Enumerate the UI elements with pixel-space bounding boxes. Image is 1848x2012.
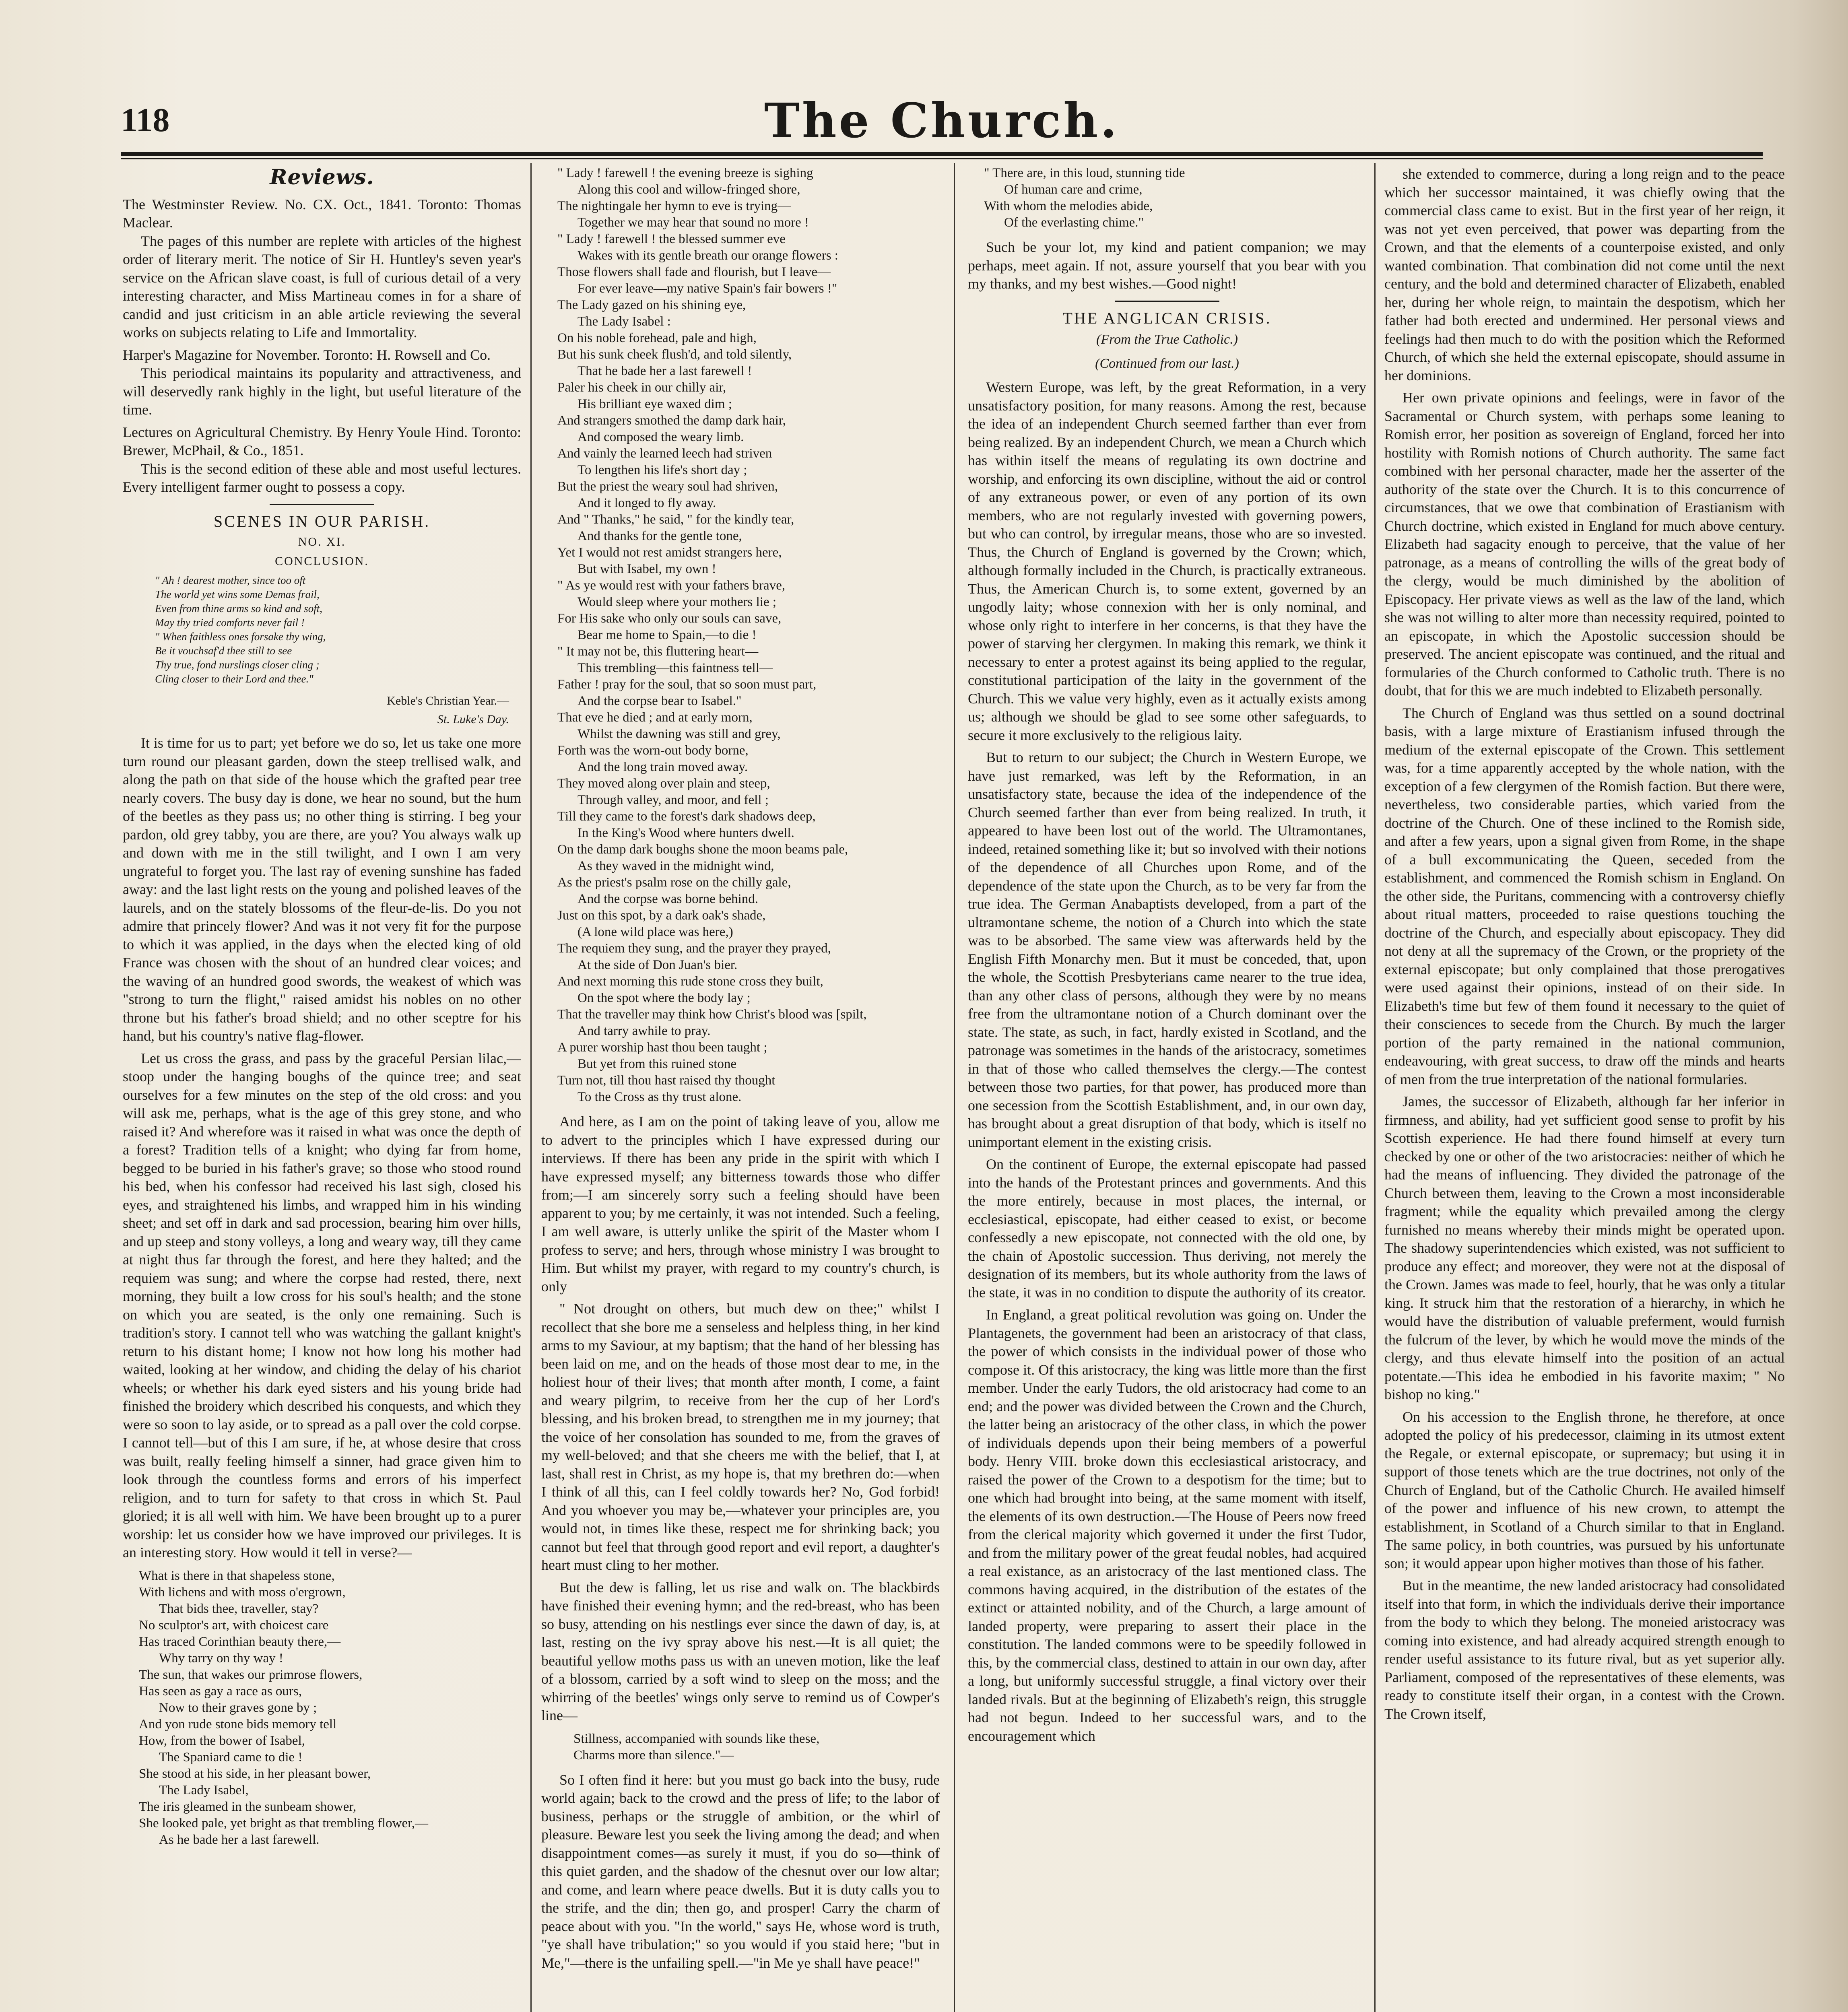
epigraph-line: Cling closer to their Lord and thee." [155, 673, 314, 685]
poem-line: The Spaniard came to die ! [159, 1750, 303, 1765]
poem-line: And strangers smothed the damp dark hair, [557, 413, 786, 428]
article-paragraph: So I often find it here: but you must go back into the busy, rude world again; back to the crowd and the press of life; to the labor of business, perhaps or the struggle of ambition, or the whirl of pleasure. Beware lest you seek the living among the dead; and when disappointment comes—as surely it must, if you do so—think of this quiet garden, and the shadow of the chesnut over our low altar; and come, and learn where peace dwells. But it is duty calls you to the strife, and the din; then go, and prosper! Carry the charm of peace about with you. "In the world," says He, whose word is truth, "ye shall have tribulation;" so you would if you staid here; "but in Me,"—there is the unfailing spell.—"in Me ye shall have peace!" [541, 1771, 940, 1971]
poem-line: Has traced Corinthian beauty there,— [139, 1634, 341, 1649]
article-body [1384, 165, 1785, 1723]
quote [573, 1731, 940, 1764]
masthead-title: The Church. [764, 93, 1120, 148]
header-rule [121, 152, 1763, 156]
poem-line: Of human care and crime, [1004, 182, 1143, 197]
poem-line: As he bade her a last farewell. [159, 1832, 320, 1847]
poem-line: That bids thee, traveller, stay? [159, 1601, 319, 1616]
poem-line: For ever leave—my native Spain's fair bowers !" [578, 281, 837, 296]
poem-line: With whom the melodies abide, [984, 199, 1153, 213]
review-title: Lectures on Agricultural Chemistry. By Henry Youle Hind. Toronto: Brewer, McPhail, & Co., 1851. [123, 424, 521, 458]
column-3 [968, 165, 1366, 2012]
article-paragraph: And here, as I am on the point of taking leave of you, allow me to advert to the principles which I have expressed during our interviews. If there has been any pride in the spirit with which I have expressed myself; any bitterness towards those who differ from;—I am sincerely sorry such a feeling should have been apparent to you; by me certainly, it was not intended. Such a feeling, I am well aware, is utterly unlike the spirit of the Master whom I profess to serve; and hers, through whose ministry I was brought to Him. But whilst my prayer, with regard to my country's church, is only [541, 1113, 940, 1295]
poem-line: Just on this spot, by a dark oak's shade, [557, 908, 766, 923]
poem-line: No sculptor's art, with choicest care [139, 1618, 329, 1633]
poem-line: But his sunk cheek flush'd, and told silently, [557, 347, 792, 362]
poem-line: Those flowers shall fade and flourish, but I leave— [557, 265, 831, 279]
article-paragraph: On the continent of Europe, the external episcopate had passed into the hands of the Protestant princes and governments. And this the more entirely, because in most places, the internal, or ecclesiastical, episcopate, had either ceased to exist, or become confessedly a new episcopate, not connected with the old one, by the chain of Apostolic succession. Thus deriving, not merely the designation of its members, but its whole authority from the laws of the state, it was in no condition to dispute the authority of its creator. [968, 1156, 1366, 1301]
poem-line: " There are, in this loud, stunning tide [984, 166, 1185, 180]
poem-line: " As ye would rest with your fathers brave, [557, 578, 786, 593]
poem-line: Of the everlasting chime." [1004, 215, 1144, 230]
poem-line: Yet I would not rest amidst strangers here, [557, 545, 782, 560]
poem [984, 165, 1366, 231]
epigraph-line: The world yet wins some Demas frail, [155, 588, 320, 600]
poem-line: The Lady Isabel : [578, 314, 671, 329]
article-body [123, 734, 521, 1562]
article-paragraph: But in the meantime, the new landed aristocracy had consolidated itself into that form, in which the individuals derive their importance from the body to which they belong. The moneied aristocracy was coming into existence, and had already acquired strength enough to render useful assistance to its future rival, but as yet superior ally. Parliament, composed of the representatives of these elements, was ready to constitute itself their organ, in a contest with the Crown. The Crown itself, [1384, 1577, 1785, 1722]
poem-line: Whilst the dawning was still and grey, [578, 727, 781, 741]
article-paragraph: But the dew is falling, let us rise and walk on. The blackbirds have finished their evening hymn; and the red-breast, who has been so busy, attending on his nestlings ever since the dawn of day, is, at last, resting on the ivy spray above his nest.—It is all quiet; the beautiful yellow moths pass us with an uneven motion, like the leaf of a blossom, carried by a soft wind to sleep on the moss; and the whirring of the beetles' wings only serve to remind us of Cowper's line— [541, 1579, 940, 1723]
article-paragraph: James, the successor of Elizabeth, although far her inferior in firmness, and ability, had yet sufficient good sense to profit by his Scottish experience. He had there found himself at every turn checked by one or other of the two aristocracies: neither of which he had the means of influencing. They divided the patronage of the Church between them, leaving to the Crown a most inconsiderable fragment; while the equality which prevailed among the clergy furnished no means whereby their minds might be operated upon. The shadowy superintendencies which existed, was not sufficient to produce any effect; and moreover, they were not at the disposal of the Crown. James was made to feel, hourly, that he was only a titular king. It struck him that the restoration of a hierarchy, in which he would have the distribution of valuable preferment, would furnish the fulcrum of the lever, by which he would move the minds of the clergy, and thus elevate himself into the position of an actual potentate.—This idea he embodied in his favorite maxim; " No bishop no king." [1384, 1093, 1785, 1402]
poem-line: What is there in that shapeless stone, [139, 1568, 335, 1583]
poem-line: That eve he died ; and at early morn, [557, 710, 753, 725]
article-paragraph: The Church of England was thus settled on a sound doctrinal basis, with a large mixture of Erastianism infused through the medium of the external episcopate of the Crown. This settlement was, for a time apparently accepted by the whole nation, with the exception of a few clergymen of the Romish faction. But there were, nevertheless, two considerable parties, which varied from the doctrine of the Church. One of these inclined to the Romish side, and after a few years, upon a signal given from Rome, in the shape of a bull excommunicating the Queen, seceded from the establishment, and commenced the Romish schism in England. On the other side, the Puritans, commencing with a controversy chiefly about ritual matters, proceeded to raise questions touching the doctrine of the Church, and especially about episcopacy. They did not deny at all the supremacy of the Crown, or the propriety of the external episcopate; but only complained that those prerogatives were used against their opinions, instead of on their side. In Elizabeth's time but few of them found it necessary to the quiet of their consciences to secede from the Church. By much the larger portion of the party remained in the national communion, endeavouring, with great success, to draw off the minds and hearts of men from the true interpretation of the national formularies. [1384, 705, 1785, 1087]
poem-line: Till they came to the forest's dark shadows deep, [557, 809, 816, 824]
article-subtitle: CONCLUSION. [275, 554, 369, 568]
column-1 [123, 165, 521, 2012]
column-divider [530, 163, 532, 2012]
review-body: This periodical maintains its popularity and attractiveness, and will deservedly rank highly in the light, but useful literature of the time. [123, 365, 521, 418]
page-number: 118 [121, 101, 170, 139]
column-2 [541, 165, 940, 2012]
poem-line: (A lone wild place was here,) [578, 925, 733, 939]
epigraph-source-line: St. Luke's Day. [437, 712, 509, 726]
article-number: NO. XI. [298, 535, 346, 548]
epigraph-source-line: Keble's Christian Year.— [387, 694, 509, 707]
poem-line: And " Thanks," he said, " for the kindly tear, [557, 512, 794, 527]
poem-line: Forth was the worn-out body borne, [557, 743, 749, 758]
section-title-reviews: Reviews. [270, 165, 374, 190]
poem-line: How, from the bower of Isabel, [139, 1733, 305, 1748]
poem-line: That the traveller may think how Christ's blood was [spilt, [557, 1007, 867, 1022]
article-paragraph: On his accession to the English throne, he therefore, at once adopted the policy of his predecessor, claiming in its utmost extent the Regale, or external episcopate, or supremacy; but using it in support of those tenets which are the true doctrines, not only of the Church of England, but of the Catholic Church. He availed himself of the power and influence of his new crown, to attempt the establishment, in Scotland of a Church similar to that in England. The same policy, in both countries, was pursued by his unfortunate son; it would appear upon higher motives than those of his father. [1384, 1408, 1785, 1571]
review-title: Harper's Magazine for November. Toronto: H. Rowsell and Co. [123, 346, 491, 363]
poem-line: Together we may hear that sound no more ! [578, 215, 809, 230]
article-body [968, 378, 1366, 1745]
poem-line: On the damp dark boughs shone the moon beams pale, [557, 842, 848, 857]
poem-line: Turn not, till thou hast raised thy thought [557, 1073, 776, 1088]
review-body: This is the second edition of these able and most useful lectures. Every intelligent farmer ought to possess a copy. [123, 460, 521, 495]
epigraph [155, 573, 521, 686]
column-divider [954, 163, 955, 2012]
poem-line: Why tarry on thy way ! [159, 1651, 283, 1666]
poem-line: His brilliant eye waxed dim ; [578, 397, 732, 411]
poem-line: On his noble forehead, pale and high, [557, 331, 757, 345]
article-paragraph: she extended to commerce, during a long reign and to the peace which her successor maintained, it was chiefly owing that the commercial class came to exist. But in the first year of her reign, it was not yet even perceived, that power was departing from the Crown, and that the elements of a counterpoise existed, and only wanted combination. That combination did not come until the next century, and the bold and determined character of Elizabeth, enabled her, during her whole reign, to maintain the despotism, which her father had both erected and undermined. Her personal views and feelings had then much to do with the position which the Reformed Church, of which she held the external episcopate, should assume in her dominions. [1384, 166, 1785, 383]
poem-line: At the side of Don Juan's bier. [578, 958, 738, 972]
poem-line: And thanks for the gentle tone, [578, 529, 742, 543]
poem-line: The iris gleamed in the sunbeam shower, [139, 1799, 357, 1814]
epigraph-line: " Ah ! dearest mother, since too oft [155, 574, 306, 586]
epigraph-source [123, 692, 509, 728]
column-4 [1384, 165, 1785, 2012]
poem-line: But the priest the weary soul had shriven, [557, 479, 778, 494]
poem-line: And the long train moved away. [578, 760, 748, 774]
poem-line: In the King's Wood where hunters dwell. [578, 826, 794, 840]
poem-line: Wakes with its gentle breath our orange flowers : [578, 248, 838, 263]
poem-line: To lengthen his life's short day ; [578, 463, 747, 477]
poem-line: A purer worship hast thou been taught ; [557, 1040, 767, 1055]
poem-line: And composed the weary limb. [578, 430, 744, 444]
review-body: The pages of this number are replete with articles of the highest order of literary merit. The notice of Sir H. Huntley's seven year's service on the African slave coast, is full of curious detail of a very interesting character, and Miss Martineau comes in for a share of candid and just criticism in an able article reviewing the several works on subjects relating to Life and Immortality. [123, 233, 521, 340]
poem-line: Now to their graves gone by ; [159, 1700, 317, 1715]
epigraph-line: Even from thine arms so kind and soft, [155, 602, 322, 614]
page-header [121, 93, 1763, 153]
poem-line: The requiem they sung, and the prayer they prayed, [557, 941, 831, 956]
poem-line: But yet from this ruined stone [578, 1057, 737, 1071]
article-title-crisis: THE ANGLICAN CRISIS. [1062, 309, 1272, 327]
epigraph-line: Thy true, fond nurslings closer cling ; [155, 659, 320, 671]
poem-line: As they waved in the midnight wind, [578, 859, 774, 873]
article-paragraph: " Not drought on others, but much dew on thee;" whilst I recollect that she bore me a senseless and helpless thing, in her kind arms to my Saviour, at my baptism; that the hand of her blessing has been laid on me, and on the heads of those most dear to me, in the holiest hour of their lives; that month after month, I come, a faint and weary pilgrim, to receive from her the cup of her Lord's blessing, and his broken bread, to strengthen me in my journey; that the voice of her consolation has sounded to me, from the graves of my well-beloved; and that she cheers me with the belief, that I, at last, shall rest in Christ, as my hope is, that my brethren do:—when I think of all this, can I feel coldly towards her? No, God forbid! And you whoever you may be,—whatever your principles are, you would not, in times like these, respect me for shrinking back; you cannot but feel that through good report and evil report, a daughter's heart must cling to her mother. [541, 1301, 940, 1573]
poem-line: The Lady Isabel, [159, 1783, 249, 1798]
poem-line: " Lady ! farewell ! the blessed summer eve [557, 232, 786, 246]
poem [557, 165, 940, 1105]
poem-line: Along this cool and willow-fringed shore, [578, 182, 800, 197]
poem-line: And the corpse was borne behind. [578, 892, 759, 906]
poem-line: And the corpse bear to Isabel." [578, 694, 742, 708]
poem-line: They moved along over plain and steep, [557, 776, 770, 791]
poem [139, 1568, 521, 1848]
epigraph-line: " When faithless ones forsake thy wing, [155, 631, 326, 643]
poem-line: Would sleep where your mothers lie ; [578, 595, 777, 609]
poem-line: For His sake who only our souls can save, [557, 611, 782, 626]
poem-line: " Lady ! farewell ! the evening breeze is sighing [557, 166, 813, 180]
poem-line: And vainly the learned leech had striven [557, 446, 772, 461]
closing-paragraph: Such be your lot, my kind and patient companion; we may perhaps, meet again. If not, assure yourself that you bear with you my thanks, and my best wishes.—Good night! [968, 239, 1366, 292]
poem-line: And tarry awhile to pray. [578, 1024, 711, 1038]
poem-line: Father ! pray for the soul, that so soon must part, [557, 677, 817, 692]
column-divider [1374, 163, 1376, 2012]
article-body [541, 1113, 940, 1725]
article-paragraph: Her own private opinions and feelings, were in favor of the Sacramental or Church system, with perhaps some leaning to Romish error, her position as sovereign of England, forced her into hostility with Romish notions of Church authority. The same fact combined with her personal character, made her the asserter of the authority of the state over the Church. It is to this concurrence of circumstances, that we owe that combination of Erastianism with Church doctrine, which existed in England for much above century. Elizabeth had sagacity enough to perceive, that the value of her patronage, as a means of controlling the wills of the great body of the clergy, would be much diminished by the abolition of Episcopacy. Her private views as well as the law of the land, which she was not willing to alter more than necessity required, pointed to an episcopate, in which the Apostolic succession should be preserved. The ancient episcopate was continued, and the ritual and formularies of the Church conformed to Catholic truth. There is no doubt, that for this we are much indebted to Elizabeth personally. [1384, 390, 1785, 699]
epigraph-line: Be it vouchsaf'd thee still to see [155, 645, 292, 657]
article-paragraph: But to return to our subject; the Church in Western Europe, we have just remarked, was left by the Reformation, in an unsatisfactory state, because the idea of the independence of the Church seemed farther than ever from being realized. In truth, it appeared to have been lost out of the world. The Ultramontanes, indeed, retained something like it; but so involved with their notions of the dependence of all Churches upon Rome, and of the dependence of the state upon the Church, as to be very far from the true idea. The German Anabaptists developed, from a part of the ultramontane scheme, the notion of a Church into which the state was to be absorbed. The same view was afterwards held by the English Fifth Monarchy men. But it must be conceded, that, upon the whole, the Scottish Presbyterians came nearer to the true idea, than any other class of persons, although they were by no means free from the ultramontane notion of a Church dominant over the state. The state, as such, in fact, hardly existed in Scotland, and the patronage was sometimes in the hands of the aristocracy, sometimes in that of those who called themselves the clergy.—The contest between those two parties, for that power, has produced more than one secession from the Scottish Establishment, and, in our own day, has brought about a great disruption of that body, which is itself no unimportant element in the existing crisis. [968, 749, 1366, 1150]
article-source: (From the True Catholic.) [1096, 332, 1238, 347]
article-paragraph: In England, a great political revolution was going on. Under the Plantagenets, the government had been an aristocracy of that class, the power of which consists in the individual power of those who compose it. Of this aristocracy, the king was little more than the first member. Under the early Tudors, the old aristocracy had come to an end; and the power was divided between the Crown and the Church, the latter being an aristocracy of the other class, in which the power of individuals depends upon their being members of a powerful body. Henry VIII. broke down this ecclesiastical aristocracy, and raised the power of the Crown to a despotism for the time; but to one which had brought into being, at the same moment with itself, the elements of its own destruction.—The House of Peers now freed from the clerical majority which governed it under the first Tudor, and from the military power of the great feudal nobles, had acquired a real existance, as an aristocracy of the last mentioned class. The commons having acquired, in the distribution of the estates of the extinct or attainted nobility, and of the Church, a large amount of landed property, were preparing to assert their place in the constitution. The landed commons were to be speedily followed in this, by the commercial class, destined to attain in our own day, after a long, but uniformly successful struggle, a final victory over their landed rivals. But at the beginning of Elizabeth's reign, this struggle had not begun. Indeed to her successful wars, and to the encouragement which [968, 1307, 1366, 1744]
review-title: The Westminster Review. No. CX. Oct., 1841. Toronto: Thomas Maclear. [123, 196, 521, 231]
poem-line: Through valley, and moor, and fell ; [578, 793, 769, 807]
poem-line: The sun, that wakes our primrose flowers, [139, 1667, 363, 1682]
poem-line: That he bade her a last farewell ! [578, 364, 752, 378]
poem-line: The nightingale her hymn to eve is trying— [557, 199, 791, 213]
poem-line: The Lady gazed on his shining eye, [557, 298, 746, 312]
continued-note: (Continued from our last.) [1095, 356, 1239, 371]
divider-rule [270, 504, 374, 505]
article-paragraph: Let us cross the grass, and pass by the graceful Persian lilac,—stoop under the hanging boughs of the quince tree; and seat ourselves for a few minutes on the step of the old cross: and you will ask me, perhaps, what is the age of this grey stone, and who raised it? And wherefore was it raised in what was once the depth of a forest? Tradition tells of a knight; who dying far from home, begged to be buried in his father's grave; so those who stood round his bed, when his confessor had received his last sigh, closed his eyes, and straightened his limbs, and wrapped him in his winding sheet; and set off in dark and sad procession, bearing him over hills, and up steep and stony volleys, a long and weary way, till they came at night thus far through the forest, and here they halted; and the requiem was sung; and where the corpse had rested, there, next morning, they built a low cross for his soul's health; and the stone on which you are seated, is the only one remaining. Such is tradition's story. I cannot tell who was watching the gallant knight's return to his distant home; I know not how long his mother had waited, looking at her window, and chiding the delay of his chariot wheels; or whether his dark eyed sisters and his young bride had finished the broidery which described his conquests, and which they were so soon to lay aside, or to spread as a pall over the cold corpse. I cannot tell—but of this I am sure, if he, at whose desire that cross was built, really feeling himself a sinner, had grace given him to look through the countless forms and errors of his imperfect religion, and to turn for safety to that cross in which St. Paul gloried; it is all well with him. We have been brought up to a purer worship: let us consider how we have improved our privileges. It is an interesting story. How would it tell in verse?— [123, 1050, 521, 1561]
poem-line: On the spot where the body lay ; [578, 991, 751, 1005]
poem-line: She stood at his side, in her pleasant bower, [139, 1766, 371, 1781]
divider-rule [1115, 301, 1219, 302]
poem-line: And next morning this rude stone cross they built, [557, 974, 823, 989]
poem-line: " It may not be, this fluttering heart— [557, 644, 759, 659]
poem-line: As the priest's psalm rose on the chilly gale, [557, 875, 791, 890]
poem-line: But with Isabel, my own ! [578, 562, 716, 576]
article-paragraph: Western Europe, was left, by the great Reformation, in a very unsatisfactory position, for many reasons. Among the rest, because the idea of an independent Church seemed farther than ever from being realized. By an independent Church, we mean a Church which has within itself the means of regulating its own doctrine and worship, and enforcing its own discipline, without the aid or control of any extraneous power, or even of any portion of its own members, who are not regularly invested with governing powers, but who can control, by irregular means, those who are so invested. Thus, the Church of England is governed by the Crown; which, although formally included in the Church, is practically extraneous. Thus, the American Church is, to some extent, governed by an ungodly laity; whose connexion with her is only nominal, and whose only right to interfere in her concerns, is that they have the power of starving her clergymen. In making this remark, we think it necessary to enter a protest against its being applied to the regular, constitutional participation of the laity in the government of the Church. This we value very highly, even as it actually exists among us; although we should be glad to see some other safeguards, to secure it more exclusively to the religious laity. [968, 379, 1366, 743]
poem-line: And it longed to fly away. [578, 496, 716, 510]
poem-line: And yon rude stone bids memory tell [139, 1717, 337, 1732]
poem-line: She looked pale, yet bright as that trembling flower,— [139, 1816, 429, 1831]
poem-line: With lichens and with moss o'ergrown, [139, 1585, 346, 1600]
header-rule-thin [121, 158, 1763, 159]
article-paragraph: It is time for us to part; yet before we do so, let us take one more turn round our pleasant garden, down the steep trellised walk, and along the path on that side of the house which the grafted pear tree nearly covers. The busy day is done, we hear no sound, but the hum of the beetles as they pass us; no other thing is stirring. I beg your pardon, old grey tabby, you are there, are you? You always walk up and down with me in the still twilight, and I own I am very ungrateful to forget you. The last ray of evening sunshine has faded away: and the last light rests on the young and polished leaves of the laurels, and on the stately blossoms of the fleur-de-lis. Do you not admire that princely flower? And was it not very fit for the purpose to which it was applied, in the days when the elected king of old France was chosen with the shout of an hundred clear voices; and the waving of an hundred good swords, the weakest of which was "strong to turn the flight," raised amidst his nobles on no other throne but his father's broad shield; and no other sceptre for his hand, but his country's native flag-flower. [123, 735, 521, 1044]
poem-line: This trembling—this faintness tell— [578, 661, 773, 675]
poem-line: Paler his cheek in our chilly air, [557, 380, 726, 395]
epigraph-line: May thy tried comforts never fail ! [155, 616, 305, 629]
quote-line: Stillness, accompanied with sounds like these, [573, 1731, 820, 1746]
poem-line: To the Cross as thy trust alone. [578, 1090, 742, 1104]
poem-line: Bear me home to Spain,—to die ! [578, 628, 757, 642]
quote-line: Charms more than silence."— [573, 1748, 734, 1763]
poem-line: Has seen as gay a race as ours, [139, 1684, 302, 1699]
article-title-scenes: SCENES IN OUR PARISH. [213, 512, 431, 530]
